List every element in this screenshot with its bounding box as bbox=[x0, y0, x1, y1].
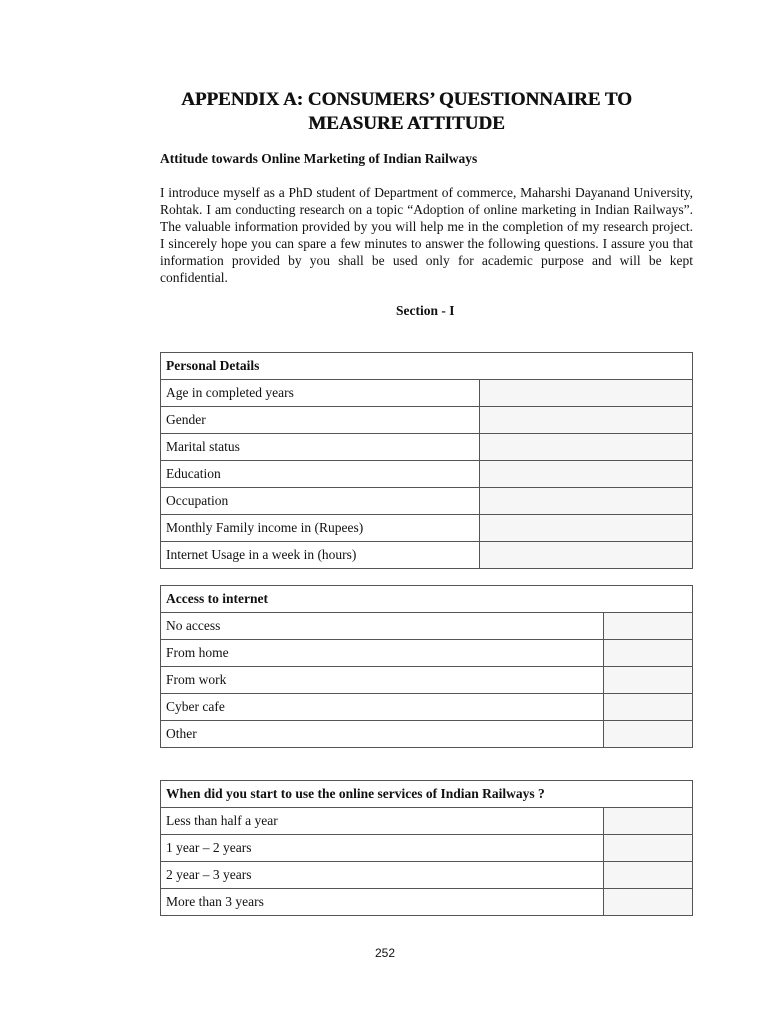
table-row bbox=[161, 862, 693, 889]
checkbox-1-2-years[interactable] bbox=[604, 835, 693, 862]
row-label: Education bbox=[161, 461, 480, 488]
table-row bbox=[161, 667, 693, 694]
questionnaire-subtitle: Attitude towards Online Marketing of Indian Railways bbox=[160, 151, 478, 166]
checkbox-other[interactable] bbox=[604, 721, 693, 748]
checkbox-from-home[interactable] bbox=[604, 640, 693, 667]
start-online-services-table bbox=[160, 780, 693, 916]
title-line-1: APPENDIX A: CONSUMERS’ QUESTIONNAIRE TO bbox=[181, 89, 632, 110]
access-to-internet-header: Access to internet bbox=[161, 586, 693, 613]
row-label: No access bbox=[161, 613, 604, 640]
section-label: Section - I bbox=[396, 303, 455, 318]
table-row bbox=[161, 488, 693, 515]
row-label: More than 3 years bbox=[161, 889, 604, 916]
checkbox-from-work[interactable] bbox=[604, 667, 693, 694]
answer-field-marital-status[interactable] bbox=[480, 434, 693, 461]
table-header-row bbox=[161, 781, 693, 808]
start-online-services-header: When did you start to use the online services of Indian Railways ? bbox=[161, 781, 693, 808]
row-label: Other bbox=[161, 721, 604, 748]
personal-details-table bbox=[160, 352, 693, 569]
row-label: 1 year – 2 years bbox=[161, 835, 604, 862]
checkbox-2-3-years[interactable] bbox=[604, 862, 693, 889]
table-row bbox=[161, 407, 693, 434]
row-label: Less than half a year bbox=[161, 808, 604, 835]
table-row bbox=[161, 613, 693, 640]
answer-field-education[interactable] bbox=[480, 461, 693, 488]
checkbox-no-access[interactable] bbox=[604, 613, 693, 640]
answer-field-gender[interactable] bbox=[480, 407, 693, 434]
row-label: Internet Usage in a week in (hours) bbox=[161, 542, 480, 569]
row-label: Monthly Family income in (Rupees) bbox=[161, 515, 480, 542]
checkbox-more-than-3-years[interactable] bbox=[604, 889, 693, 916]
row-label: Gender bbox=[161, 407, 480, 434]
title-line-2: MEASURE ATTITUDE bbox=[308, 113, 505, 134]
row-label: From work bbox=[161, 667, 604, 694]
table-row bbox=[161, 434, 693, 461]
table-row bbox=[161, 889, 693, 916]
access-to-internet-table bbox=[160, 585, 693, 748]
answer-field-income[interactable] bbox=[480, 515, 693, 542]
table-row bbox=[161, 380, 693, 407]
personal-details-header: Personal Details bbox=[161, 353, 693, 380]
table-row bbox=[161, 640, 693, 667]
answer-field-internet-usage[interactable] bbox=[480, 542, 693, 569]
row-label: Marital status bbox=[161, 434, 480, 461]
row-label: Occupation bbox=[161, 488, 480, 515]
page-title bbox=[160, 88, 653, 136]
table-row bbox=[161, 694, 693, 721]
answer-field-age[interactable] bbox=[480, 380, 693, 407]
table-row bbox=[161, 542, 693, 569]
page-number: 252 bbox=[374, 946, 396, 960]
row-label: 2 year – 3 years bbox=[161, 862, 604, 889]
answer-field-occupation[interactable] bbox=[480, 488, 693, 515]
row-label: Cyber cafe bbox=[161, 694, 604, 721]
row-label: From home bbox=[161, 640, 604, 667]
row-label: Age in completed years bbox=[161, 380, 480, 407]
table-row bbox=[161, 721, 693, 748]
intro-paragraph: I introduce myself as a PhD student of Department of commerce, Maharshi Dayanand University, Rohtak. I am conducting research on a topic “Adoption of online marketing in Indian Railways”. The valuable information provided by you will help me in the completion of my research project. I sincerely hope you can spare a few minutes to answer the following questions. I assure you that information provided by you shall be used only for academic purpose and will be kept confidential. bbox=[160, 185, 693, 285]
table-row bbox=[161, 808, 693, 835]
checkbox-cyber-cafe[interactable] bbox=[604, 694, 693, 721]
table-row bbox=[161, 835, 693, 862]
table-row bbox=[161, 515, 693, 542]
checkbox-less-than-half-year[interactable] bbox=[604, 808, 693, 835]
table-header-row bbox=[161, 353, 693, 380]
table-header-row bbox=[161, 586, 693, 613]
table-row bbox=[161, 461, 693, 488]
